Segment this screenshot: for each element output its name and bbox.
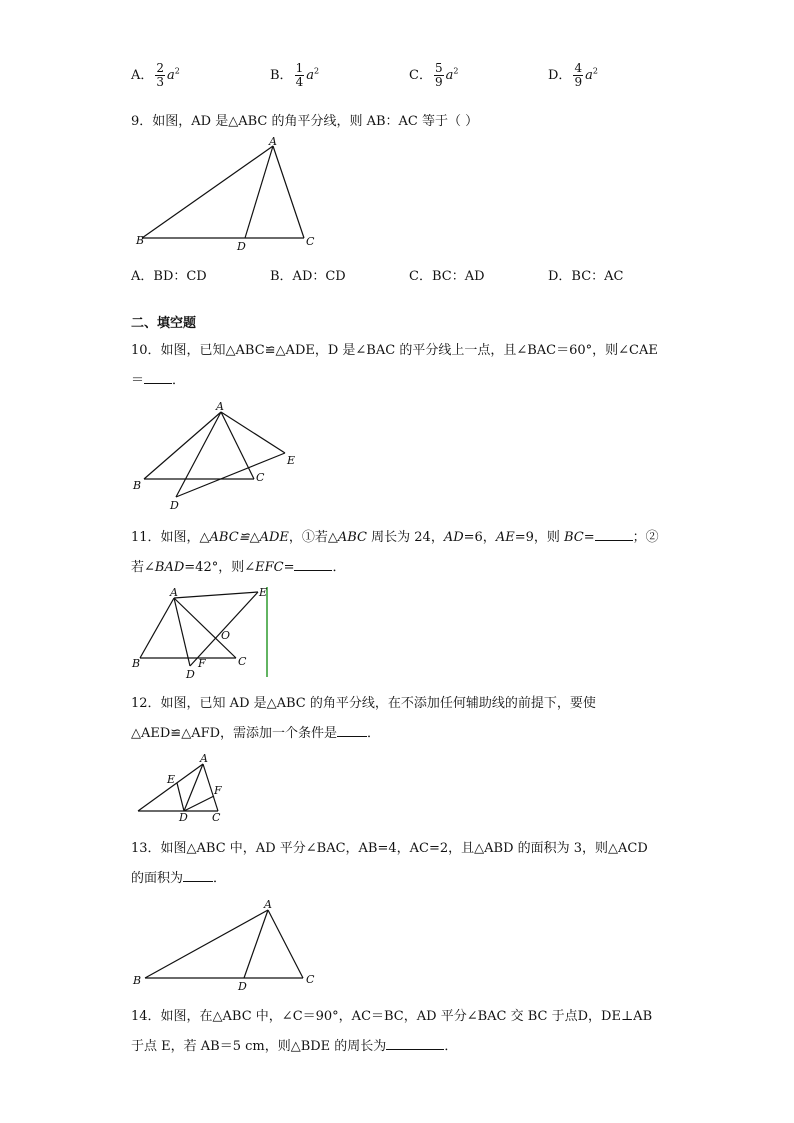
denominator: 3: [156, 75, 165, 89]
text: ．: [172, 373, 186, 388]
variable: a: [445, 68, 454, 83]
label-o: O: [221, 629, 231, 642]
label-f: F: [198, 657, 206, 670]
label-c: C: [256, 471, 265, 484]
label-e: E: [167, 773, 176, 786]
segment-ac: [268, 910, 303, 978]
text: ．: [367, 726, 381, 741]
segment-ad: [245, 146, 273, 238]
exponent: 2: [592, 66, 598, 76]
q13-figure: [130, 895, 330, 995]
label-a: A: [264, 898, 272, 911]
label-d: D: [237, 240, 246, 253]
segment-ae: [174, 592, 258, 598]
segment-ab: [142, 146, 273, 238]
text: 周长为 24，: [367, 530, 444, 545]
text: ABC: [337, 530, 368, 545]
q11-line1: [131, 526, 659, 545]
q9-option-b: B．AD：CD: [270, 269, 346, 284]
text: BAD: [154, 560, 185, 575]
text: =6，: [463, 530, 496, 545]
segment-de: [176, 453, 285, 497]
label-d: D: [179, 811, 188, 824]
segment-ed: [177, 783, 184, 811]
q14-line2: [131, 1035, 457, 1054]
q12-figure: [130, 750, 230, 825]
text: AD: [443, 530, 464, 545]
variable: a: [306, 68, 314, 83]
q8-option-a: [131, 62, 180, 89]
label-a: A: [216, 400, 224, 413]
text: =: [583, 530, 595, 545]
q8-option-b: [270, 62, 319, 89]
q11-line2: [131, 556, 346, 575]
q9-text: 9．如图，AD 是△ABC 的角平分线，则 AB：AC 等于（ ）: [131, 114, 479, 129]
text: 11．如图，: [131, 530, 200, 545]
q14-line1: 14．如图，在△ABC 中，∠C＝90°，AC＝BC，AD 平分∠BAC 交 BC 于点D，DE⊥AB: [131, 1009, 653, 1024]
variable: a: [167, 68, 175, 83]
option-label: C．: [409, 68, 432, 83]
text: EFC: [255, 560, 284, 575]
label-e: E: [259, 586, 268, 599]
label-c: C: [306, 973, 315, 986]
segment-ab: [140, 598, 174, 658]
segment-ad: [244, 910, 268, 978]
text: △ABC≌△ADE: [199, 530, 289, 545]
text: △AED≌△AFD，需添加一个条件是: [131, 726, 338, 741]
q8-option-c: [409, 62, 458, 89]
q9-option-d: D．BC：AC: [548, 269, 624, 284]
exponent: 2: [174, 66, 180, 76]
answer-blank: [595, 528, 633, 541]
fraction: [434, 62, 444, 89]
q12-line2: [131, 722, 380, 741]
q9-figure: [130, 135, 330, 253]
variable: a: [585, 68, 593, 83]
label-d: D: [238, 980, 247, 993]
fraction: [155, 62, 165, 89]
text: =42°，则∠: [184, 560, 256, 575]
segment-ab: [144, 412, 221, 479]
q12-line1: 12．如图，已知 AD 是△ABC 的角平分线，在不添加任何辅助线的前提下，要使: [131, 696, 596, 711]
label-b: B: [133, 974, 142, 987]
text: AE: [495, 530, 515, 545]
label-a: A: [200, 752, 208, 765]
option-label: D．: [548, 68, 572, 83]
numerator: 1: [295, 61, 304, 75]
label-c: C: [238, 655, 247, 668]
answer-blank: [183, 869, 213, 882]
exponent: 2: [453, 66, 459, 76]
segment-ad: [176, 412, 221, 497]
denominator: 4: [295, 75, 304, 89]
numerator: 5: [434, 61, 443, 75]
text: ．: [213, 871, 227, 886]
segment-ab: [145, 910, 268, 978]
q10-line2: [131, 369, 185, 388]
q10-line1: 10．如图，已知△ABC≌△ADE，D 是∠BAC 的平分线上一点，且∠BAC＝60°，则∠CAE: [131, 343, 658, 358]
text: 若∠: [131, 560, 155, 575]
answer-blank: [294, 558, 332, 571]
label-b: B: [136, 234, 145, 247]
q10-figure: [130, 398, 300, 513]
text: ；②: [632, 530, 659, 545]
fraction: [295, 62, 305, 89]
label-c: C: [306, 235, 315, 248]
q11-figure: [130, 583, 275, 683]
text: =9，则: [514, 530, 564, 545]
text: ，①若△: [288, 530, 338, 545]
q13-line2: [131, 867, 226, 886]
segment-ad: [174, 598, 190, 666]
section-title: 二、填空题: [131, 316, 197, 331]
label-b: B: [132, 657, 141, 670]
segment-df: [184, 796, 214, 811]
q9-option-a: A．BD：CD: [131, 269, 207, 284]
fraction: [573, 62, 583, 89]
label-e: E: [287, 454, 296, 467]
text: 的面积为: [131, 871, 184, 886]
numerator: 2: [156, 61, 165, 75]
text: ．: [332, 560, 346, 575]
label-a: A: [170, 586, 178, 599]
option-label: B．: [270, 68, 293, 83]
text: ＝: [131, 373, 145, 388]
answer-blank: [386, 1037, 444, 1050]
option-label: A．: [131, 68, 154, 83]
label-d: D: [186, 668, 195, 681]
text: =: [283, 560, 295, 575]
exponent: 2: [313, 66, 320, 76]
q8-option-d: [548, 62, 598, 89]
label-a: A: [269, 135, 277, 148]
q9-option-c: C．BC：AD: [409, 269, 485, 284]
segment-ac: [273, 146, 304, 238]
text: 于点 E，若 AB＝5 cm，则△BDE 的周长为: [131, 1039, 387, 1054]
denominator: 9: [574, 75, 583, 89]
text: BC: [564, 530, 584, 545]
denominator: 9: [434, 75, 443, 89]
label-f: F: [214, 784, 222, 797]
label-d: D: [170, 499, 179, 512]
numerator: 4: [574, 61, 583, 75]
q13-line1: 13．如图△ABC 中，AD 平分∠BAC，AB=4，AC=2，且△ABD 的面积为 3，则△ACD: [131, 841, 648, 856]
text: ．: [444, 1039, 458, 1054]
answer-blank: [337, 724, 367, 737]
label-b: B: [133, 479, 142, 492]
label-c: C: [212, 811, 221, 824]
answer-blank: [144, 371, 172, 384]
